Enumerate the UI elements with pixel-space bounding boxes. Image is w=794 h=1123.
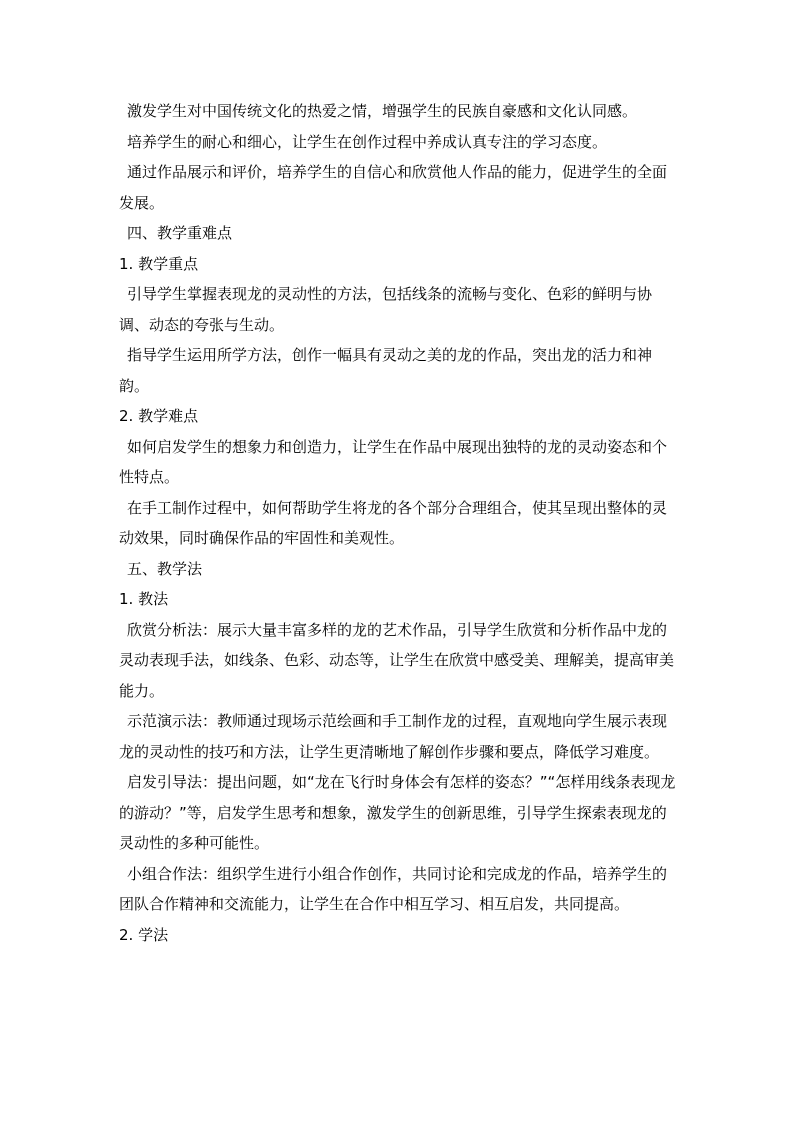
section-heading: 五、教学法	[127, 559, 203, 578]
paragraph: 小组合作法：组织学生进行小组合作创作，共同讨论和完成龙的作品，培养学生的团队合作精神和交流能力，让学生在合作中相互学习、相互启发，共同提高。	[119, 864, 668, 913]
document-body	[119, 96, 679, 950]
subsection-heading: 1. 教学重点	[119, 254, 199, 273]
paragraph: 欣赏分析法：展示大量丰富多样的龙的艺术作品，引导学生欣赏和分析作品中龙的灵动表现手法，如线条、色彩、动态等，让学生在欣赏中感受美、理解美，提高审美能力。	[119, 620, 675, 700]
paragraph: 引导学生掌握表现龙的灵动性的方法，包括线条的流畅与变化、色彩的鲜明与协调、动态的夸张与生动。	[119, 285, 653, 334]
paragraph: 培养学生的耐心和细心，让学生在创作过程中养成认真专注的学习态度。	[127, 132, 608, 151]
subsection-heading: 2. 教学难点	[119, 407, 199, 425]
paragraph: 在手工制作过程中，如何帮助学生将龙的各个部分合理组合，使其呈现出整体的灵动效果，同时确保作品的牢固性和美观性。	[119, 498, 668, 547]
subsection-heading: 1. 教法	[119, 590, 169, 608]
paragraph: 启发引导法：提出问题，如“龙在飞行时身体会有怎样的姿态？”“怎样用线条表现龙的游动？”等，启发学生思考和想象，激发学生的创新思维，引导学生探索表现龙的灵动性的多种可能性。	[119, 773, 676, 852]
section-heading: 四、教学重难点	[127, 224, 233, 242]
paragraph: 示范演示法：教师通过现场示范绘画和手工制作龙的过程，直观地向学生展示表现龙的灵动性的技巧和方法，让学生更清晰地了解创作步骤和要点，降低学习难度。	[119, 712, 668, 761]
paragraph: 指导学生运用所学方法，创作一幅具有灵动之美的龙的作品，突出龙的活力和神韵。	[119, 346, 653, 395]
subsection-heading: 2. 学法	[119, 925, 169, 944]
paragraph: 激发学生对中国传统文化的热爱之情，增强学生的民族自豪感和文化认同感。	[127, 102, 638, 120]
paragraph: 通过作品展示和评价，培养学生的自信心和欣赏他人作品的能力，促进学生的全面发展。	[119, 163, 668, 212]
paragraph: 如何启发学生的想象力和创造力，让学生在作品中展现出独特的龙的灵动姿态和个性特点。	[119, 437, 668, 486]
